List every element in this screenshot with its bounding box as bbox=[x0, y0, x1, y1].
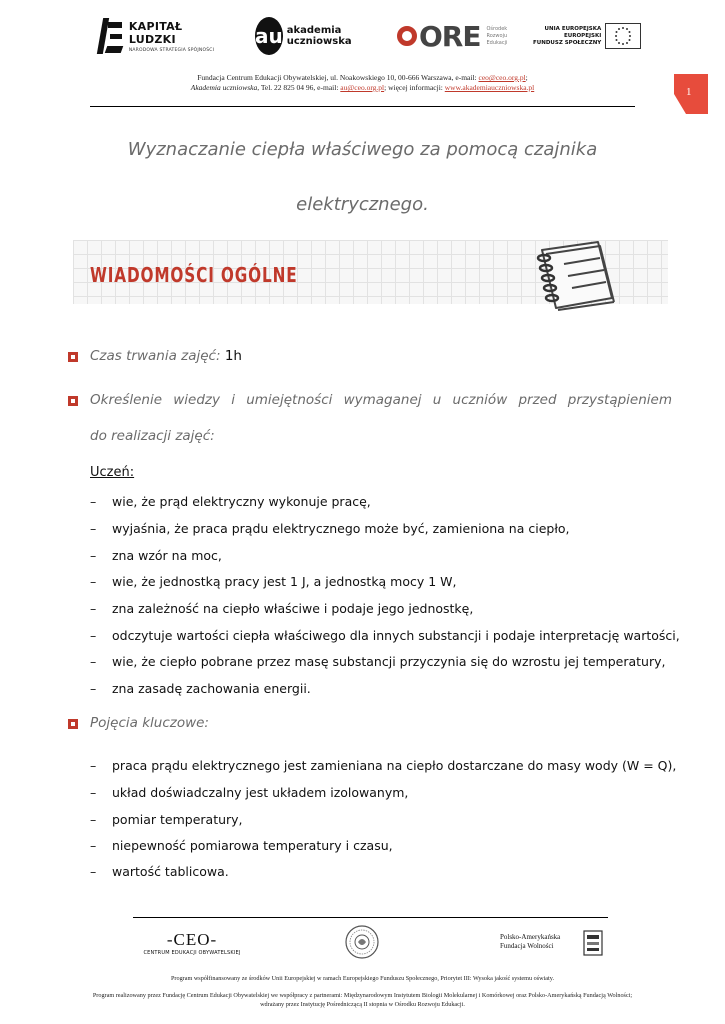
institute-seal-icon bbox=[344, 924, 380, 960]
website-link[interactable]: www.akademiauczniowska.pl bbox=[444, 83, 535, 92]
dash: – bbox=[90, 628, 97, 643]
list-item: – wyjaśnia, że praca prądu elektrycznego może być, zamieniona na ciepło, bbox=[90, 521, 570, 536]
pafw-emblem-icon bbox=[583, 930, 603, 956]
footer-line2: Program realizowany przez Fundację Centrum Edukacji Obywatelskiej we współpracy z partnerami: Międzynarodowym Instytutem Biologii Molekularnej i Komórkowej oraz Polsko-Amerykańską Fundacją Wolności; bbox=[92, 992, 633, 999]
ceo-logo-text: -CEO- bbox=[166, 930, 218, 949]
header-divider bbox=[90, 106, 635, 107]
header-logos bbox=[0, 12, 725, 62]
ore-line1: Ośrodek bbox=[486, 25, 508, 32]
duration-row bbox=[90, 348, 242, 364]
dash: – bbox=[90, 785, 97, 800]
dash: – bbox=[90, 681, 97, 696]
dash: – bbox=[90, 601, 97, 616]
ceo-email-link[interactable]: ceo@ceo.org.pl bbox=[478, 73, 526, 82]
akademia-text: akademia bbox=[286, 25, 342, 36]
dash: – bbox=[90, 864, 97, 879]
student-label: Uczeń: bbox=[90, 465, 135, 480]
dash: – bbox=[90, 494, 97, 509]
eu-flag-icon bbox=[605, 23, 641, 49]
bullet-icon bbox=[68, 719, 78, 729]
ue-logo bbox=[533, 12, 643, 60]
footer-line1: Program współfinansowany ze środków Unii Europejskiej w ramach Europejskiego Funduszu Społecznego, Priorytet III: Wysoka jakość systemu oświaty. bbox=[170, 975, 554, 982]
list-item: – zna zasadę zachowania energii. bbox=[90, 681, 311, 696]
notebook-icon bbox=[520, 236, 620, 316]
dash: – bbox=[90, 521, 97, 536]
list-item: – układ doświadczalny jest układem izolowanym, bbox=[90, 785, 409, 800]
pafw-line2: Fundacja Wolności bbox=[500, 942, 554, 950]
kapital-ludzki-icon bbox=[96, 16, 124, 56]
list-item: – zna zależność na ciepło właściwe i podaje jego jednostkę, bbox=[90, 601, 474, 616]
duration-label: Czas trwania zajęć: bbox=[90, 348, 225, 364]
au-mark: au bbox=[255, 17, 283, 55]
ore-line2: Rozwoju bbox=[486, 32, 508, 39]
list-item: – zna wzór na moc, bbox=[90, 548, 222, 563]
document-title-line1: Wyznaczanie ciepła właściwego za pomocą czajnika bbox=[127, 139, 598, 160]
dash: – bbox=[90, 574, 97, 589]
page-number: 1 bbox=[686, 86, 692, 98]
dash: – bbox=[90, 838, 97, 853]
ue-line3: FUNDUSZ SPOŁECZNY bbox=[533, 39, 602, 46]
dash: – bbox=[90, 654, 97, 669]
ore-logo bbox=[397, 12, 508, 60]
pafw-logo bbox=[500, 933, 560, 951]
list-item: – odczytuje wartości ciepła właściwego dla innych substancji i podaje interpretację wartości, bbox=[90, 628, 680, 643]
header-line1: Fundacja Centrum Edukacji Obywatelskiej, ul. Noakowskiego 10, 00-666 Warszawa, e-mail: ceo@ceo.org.pl; bbox=[197, 73, 528, 82]
footer-line3: wdrażany przez Instytucję Pośredniczącą II stopnia w Ośrodku Rozwoju Edukacji. bbox=[260, 1001, 465, 1008]
list-item: – praca prądu elektrycznego jest zamieniana na ciepło dostarczane do masy wody (W = Q), bbox=[90, 758, 677, 773]
list-item: – wartość tablicowa. bbox=[90, 864, 229, 879]
knowledge-label-line2: do realizacji zajęć: bbox=[90, 428, 215, 444]
dash: – bbox=[90, 812, 97, 827]
kapital-ludzki-text: KAPITAŁ LUDZKI bbox=[128, 19, 183, 46]
ore-line3: Edukacji bbox=[486, 39, 508, 46]
list-item: – wie, że jednostką pracy jest 1 J, a jednostką mocy 1 W, bbox=[90, 574, 457, 589]
kapital-ludzki-logo bbox=[96, 12, 226, 60]
key-concepts-label: Pojęcia kluczowe: bbox=[90, 715, 209, 731]
list-item: – pomiar temperatury, bbox=[90, 812, 243, 827]
section-title: WIADOMOŚCI OGÓLNE bbox=[90, 263, 298, 287]
ore-text: ORE bbox=[419, 19, 481, 53]
ceo-logo-subtext: CENTRUM EDUKACJI OBYWATELSKIEJ bbox=[143, 950, 241, 956]
list-item: – niepewność pomiarowa temperatury i czasu, bbox=[90, 838, 393, 853]
akademia-uczniowska-logo bbox=[255, 12, 352, 60]
ore-circle-icon bbox=[397, 26, 417, 46]
bullet-icon bbox=[68, 352, 78, 362]
header-contact bbox=[100, 73, 625, 93]
dash: – bbox=[90, 758, 97, 773]
list-item: – wie, że ciepło pobrane przez masę substancji przyczynia się do wzrostu jej temperatury, bbox=[90, 654, 666, 669]
knowledge-label-line1: Określenie wiedzy i umiejętności wymaganej u uczniów przed przystąpieniem bbox=[90, 392, 672, 408]
kapital-ludzki-subtext: NARODOWA STRATEGIA SPÓJNOŚCI bbox=[128, 47, 215, 53]
duration-value: 1h bbox=[224, 348, 242, 364]
footer-divider bbox=[133, 917, 608, 918]
uczniowska-text: uczniowska bbox=[286, 36, 352, 47]
list-item: – wie, że prąd elektryczny wykonuje pracę, bbox=[90, 494, 371, 509]
au-email-link[interactable]: au@ceo.org.pl bbox=[340, 83, 385, 92]
ue-line2: EUROPEJSKI bbox=[564, 32, 602, 39]
pafw-line1: Polsko-Amerykańska bbox=[500, 933, 561, 941]
document-title-line2: elektrycznego. bbox=[296, 194, 429, 215]
ceo-logo bbox=[137, 930, 247, 956]
ue-line1: UNIA EUROPEJSKA bbox=[544, 25, 602, 32]
bullet-icon bbox=[68, 396, 78, 406]
header-line2: Akademia uczniowska, Tel. 22 825 04 96, e-mail: au@ceo.org.pl; więcej informacji: www.akademiauczniowska.pl bbox=[190, 83, 535, 92]
dash: – bbox=[90, 548, 97, 563]
